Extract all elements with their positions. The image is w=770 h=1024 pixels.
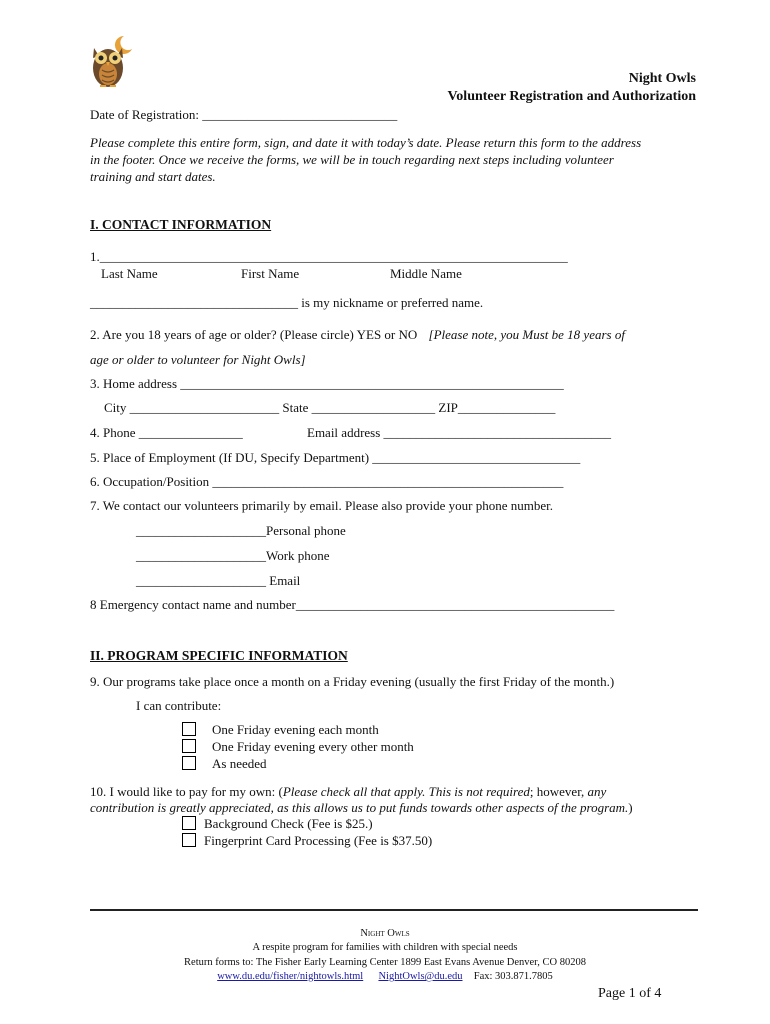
emergency-contact-field[interactable]: 8 Emergency contact name and number_________________________________________________	[90, 597, 615, 612]
checkbox[interactable]	[182, 756, 196, 770]
age-note: [Please note, you Must be 18 years of	[428, 327, 625, 342]
payment-question-continued	[90, 800, 633, 816]
footer-tagline: A respite program for families with children with special needs	[252, 942, 518, 953]
payment-question-text: 10. I would like to pay for my own: (	[90, 784, 283, 799]
checkbox[interactable]	[182, 816, 196, 830]
program-information-heading: II. PROGRAM SPECIFIC INFORMATION	[90, 648, 348, 663]
option-label: Background Check (Fee is $25.)	[204, 816, 373, 831]
option-background-check[interactable]	[182, 816, 373, 832]
payment-question-text-2: ; however,	[529, 784, 588, 799]
instructions-line-2: in the footer. Once we receive the forms, we will be in touch regarding next steps including volunteer	[90, 152, 614, 167]
place-of-employment-field[interactable]: 5. Place of Employment (If DU, Specify Department) ________________________________	[90, 450, 581, 465]
contact-email-field[interactable]: ____________________ Email	[136, 573, 301, 588]
option-label: One Friday evening every other month	[212, 739, 414, 754]
payment-question-note-3: contribution is greatly appreciated, as this allows us to put funds towards other aspects of the program.	[90, 800, 629, 815]
contact-information-heading: I. CONTACT INFORMATION	[90, 217, 272, 232]
footer-contact	[0, 971, 770, 982]
age-question	[90, 327, 625, 343]
date-of-registration-field[interactable]: Date of Registration: ______________________________	[90, 107, 398, 122]
fax-number: Fax: 303.871.7805	[473, 971, 553, 982]
option-label: As needed	[212, 756, 267, 771]
city-state-zip-field[interactable]: City _______________________ State ___________________ ZIP_______________	[104, 400, 556, 415]
payment-question	[90, 784, 606, 800]
last-name-label: Last Name	[101, 266, 158, 281]
age-note-continued: age or older to volunteer for Night Owls]	[90, 352, 306, 367]
full-name-field[interactable]: 1.________________________________________________________________________	[90, 249, 568, 264]
program-schedule-question: 9. Our programs take place once a month on a Friday evening (usually the first Friday of the month.)	[90, 674, 615, 689]
home-address-field[interactable]: 3. Home address ___________________________________________________________	[90, 376, 564, 391]
middle-name-label: Middle Name	[390, 266, 462, 281]
contact-preference-text: 7. We contact our volunteers primarily by email. Please also provide your phone number.	[90, 498, 553, 513]
option-label: Fingerprint Card Processing (Fee is $37.50)	[204, 833, 433, 848]
form-subtitle: Volunteer Registration and Authorization	[447, 89, 696, 104]
occupation-field[interactable]: 6. Occupation/Position ______________________________________________________	[90, 474, 564, 489]
contribute-label: I can contribute:	[136, 698, 222, 713]
payment-question-note: Please check all that apply. This is not required	[282, 784, 530, 799]
checkbox[interactable]	[182, 722, 196, 736]
age-question-text: 2. Are you 18 years of age or older? (Please circle) YES or NO	[90, 327, 418, 342]
nickname-field[interactable]: ________________________________ is my nickname or preferred name.	[90, 295, 484, 310]
option-as-needed[interactable]	[182, 756, 267, 772]
email-address-field[interactable]: Email address ___________________________________	[307, 425, 612, 440]
email-link[interactable]: NightOwls@du.edu	[378, 971, 463, 982]
checkbox[interactable]	[182, 833, 196, 847]
footer-divider	[90, 909, 698, 911]
payment-question-note-2: any	[587, 784, 607, 799]
page-number: Page 1 of 4	[598, 986, 662, 1001]
night-owls-logo	[88, 34, 136, 92]
website-link[interactable]: www.du.edu/fisher/nightowls.html	[217, 971, 364, 982]
footer-address: Return forms to: The Fisher Early Learning Center 1899 East Evans Avenue Denver, CO 80208	[184, 957, 586, 968]
first-name-label: First Name	[241, 266, 300, 281]
work-phone-field[interactable]: ____________________Work phone	[136, 548, 330, 563]
footer-org-name: Night Owls	[360, 928, 410, 939]
phone-field[interactable]: 4. Phone ________________	[90, 425, 243, 440]
option-each-month[interactable]	[182, 722, 379, 738]
form-title: Night Owls	[628, 71, 696, 86]
personal-phone-field[interactable]: ____________________Personal phone	[136, 523, 346, 538]
instructions-line-3: training and start dates.	[90, 169, 216, 184]
instructions-line-1: Please complete this entire form, sign, and date it with today’s date. Please return this form to the address	[90, 135, 642, 150]
option-label: One Friday evening each month	[212, 722, 379, 737]
payment-question-close: )	[628, 800, 633, 815]
option-every-other-month[interactable]	[182, 739, 414, 755]
option-fingerprint-card[interactable]	[182, 833, 432, 849]
checkbox[interactable]	[182, 739, 196, 753]
